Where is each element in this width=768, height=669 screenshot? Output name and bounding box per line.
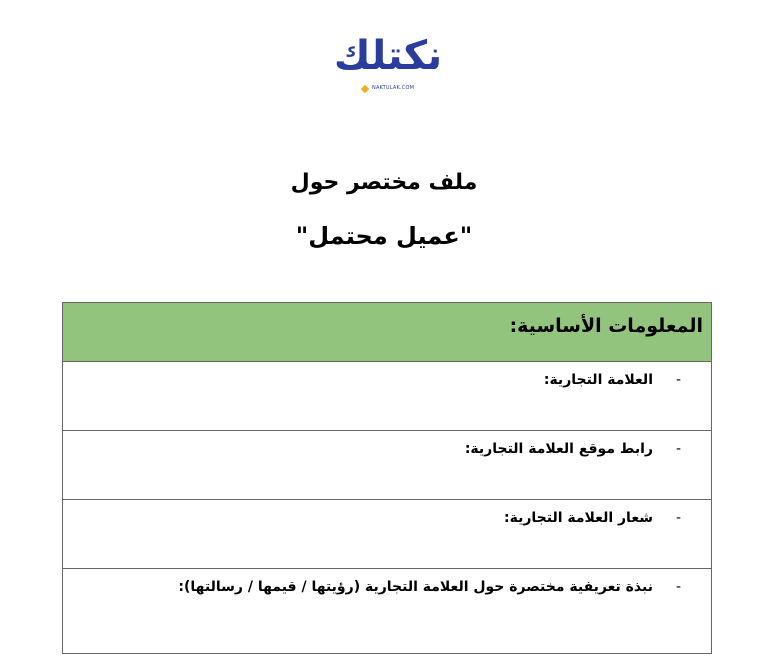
document-title-line-2: "عميل محتمل" [295,222,473,250]
row-label-website: رابط موقع العلامة التجارية: [464,441,653,457]
table-row-brief[interactable] [63,569,711,653]
bullet-dash: - [675,372,681,388]
bullet-dash: - [675,441,681,457]
logo-diamond-icon [361,85,369,93]
table-header-row [63,303,711,362]
document-title-line-1: ملف مختصر حول [290,170,478,195]
logo-url: NAKTULAK.COM [372,85,415,91]
bullet-dash: - [675,510,681,526]
row-label-brief: نبذة تعريفية مختصرة حول العلامة التجارية (رؤيتها / قيمها / رسالتها): [178,579,653,595]
brand-logo [322,28,454,100]
basic-info-table [62,302,712,654]
table-header-title: المعلومات الأساسية: [509,315,703,337]
bullet-dash: - [675,579,681,595]
table-row-brand[interactable] [63,362,711,431]
row-label-brand: العلامة التجارية: [543,372,653,388]
row-label-logo: شعار العلامة التجارية: [503,510,653,526]
logo-wordmark: نكتلك [333,33,443,79]
table-row-logo[interactable] [63,500,711,569]
table-row-website[interactable] [63,431,711,500]
